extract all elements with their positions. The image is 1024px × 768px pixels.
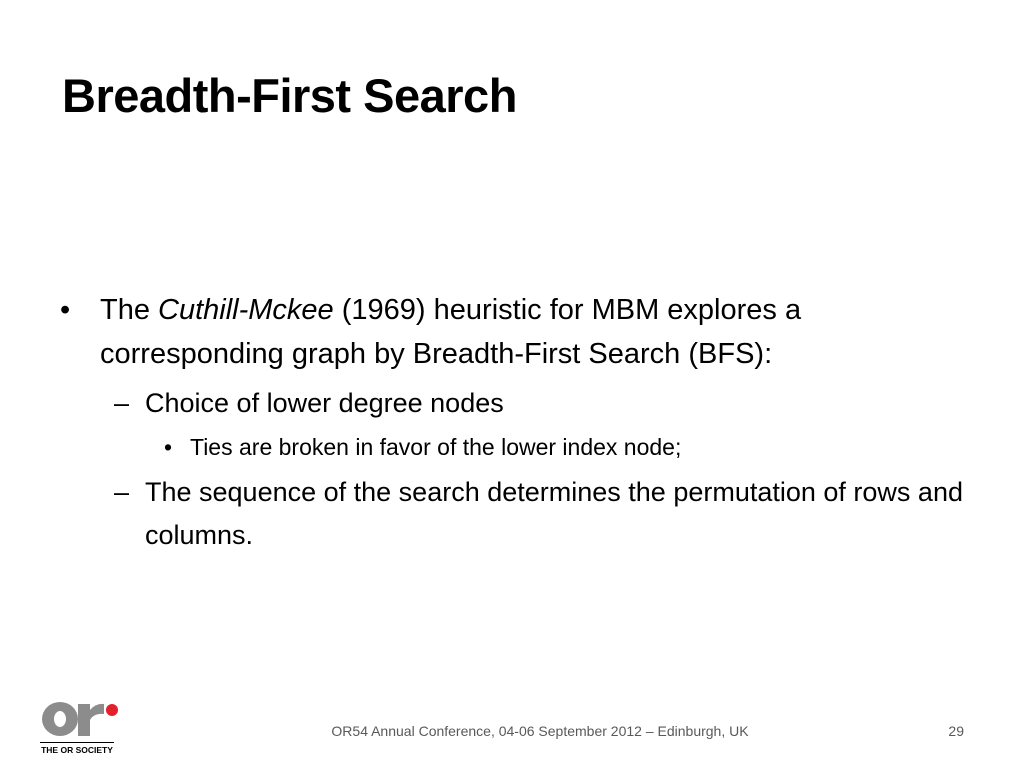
sub-sub-bullet-text: Ties are broken in favor of the lower index node; — [190, 434, 682, 460]
slide-body — [60, 288, 970, 557]
logo-caption: THE OR SOCIETY — [41, 745, 113, 755]
page-number: 29 — [948, 723, 964, 739]
bullet-text-end: (1969) heuristic for MBM explores a corresponding graph by Breadth-First Search (BFS): — [100, 294, 802, 370]
bullet-item — [60, 288, 970, 376]
sub-bullet-item — [60, 382, 970, 425]
bullet-text-italic: Cuthill-Mckee — [158, 294, 334, 326]
slide-title: Breadth-First Search — [62, 69, 517, 122]
sub-bullet-item — [60, 471, 970, 557]
sub-bullet-text: Choice of lower degree nodes — [145, 388, 504, 418]
sub-bullet-text: The sequence of the search determines the permutation of rows and columns. — [145, 477, 963, 550]
bullet-text-start: The — [100, 294, 159, 326]
sub-sub-bullet-item — [60, 429, 970, 465]
bullet-marker: • — [164, 434, 173, 460]
footer-conference-text: OR54 Annual Conference, 04-06 September 2012 – Edinburgh, UK — [331, 723, 749, 739]
bullet-marker: • — [60, 294, 71, 326]
dash-marker: – — [114, 477, 130, 507]
dash-marker: – — [114, 388, 130, 418]
